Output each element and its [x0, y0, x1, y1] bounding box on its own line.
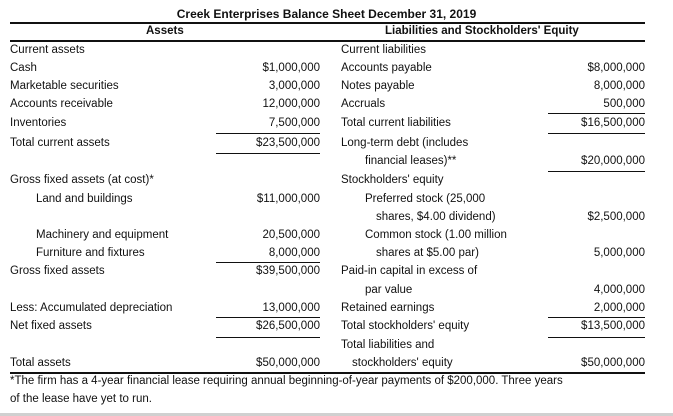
preferred-value: $2,500,000 [587, 211, 645, 223]
inventories-label: Inventories [10, 117, 67, 129]
gross-fixed-value: $39,500,000 [256, 265, 320, 277]
receivable-label: Accounts receivable [10, 98, 113, 110]
ltd-value: $20,000,000 [581, 155, 645, 167]
total-current-liabilities-value: $16,500,000 [581, 117, 645, 129]
payable-value: $8,000,000 [587, 62, 645, 74]
marketable-value: 3,000,000 [268, 80, 320, 92]
furniture-label: Furniture and fixtures [36, 247, 145, 259]
furniture-value: 8,000,000 [268, 247, 320, 259]
total-current-assets-value: $23,500,000 [256, 137, 320, 149]
total-assets-label: Total assets [10, 357, 71, 369]
total-assets-value: $50,000,000 [256, 357, 320, 369]
divider [216, 153, 320, 154]
marketable-label: Marketable securities [10, 80, 119, 92]
cash-value: $1,000,000 [262, 62, 320, 74]
land-value: $11,000,000 [256, 193, 320, 205]
paid-in-value: 4,000,000 [593, 284, 645, 296]
footnote-line1: *The firm has a 4-year financial lease requiring annual beginning-of-year payments of $200,000. Three years [10, 375, 563, 387]
divider [216, 337, 320, 338]
page-title: Creek Enterprises Balance Sheet December 31, 2019 [176, 7, 477, 21]
divider [548, 133, 645, 134]
accruals-label: Accruals [341, 98, 386, 110]
footnote-line2: of the lease have yet to run. [10, 393, 152, 405]
total-current-liabilities-label: Total current liabilities [341, 117, 451, 129]
assets-header: Assets [146, 25, 184, 37]
total-liabilities-label-line2: stockholders' equity [352, 357, 453, 369]
ltd-label-line1: Long-term debt (includes [341, 137, 469, 149]
divider [10, 40, 645, 42]
depreciation-value: 13,000,000 [262, 302, 320, 314]
preferred-label-line2: shares, $4.00 dividend) [376, 211, 496, 223]
cash-label: Cash [10, 62, 37, 74]
divider [548, 337, 645, 338]
land-label: Land and buildings [36, 193, 133, 205]
liabilities-header: Liabilities and Stockholders' Equity [385, 25, 579, 37]
divider [548, 113, 645, 114]
retained-label: Retained earnings [341, 302, 435, 314]
total-equity-label: Total stockholders' equity [341, 320, 470, 332]
gross-fixed-label: Gross fixed assets [10, 265, 105, 277]
retained-value: 2,000,000 [593, 302, 645, 314]
total-equity-value: $13,500,000 [581, 320, 645, 332]
gross-fixed-heading: Gross fixed assets (at cost)* [10, 174, 154, 186]
common-value: 5,000,000 [593, 247, 645, 259]
inventories-value: 7,500,000 [268, 117, 320, 129]
ltd-label-line2: financial leases)** [365, 155, 457, 167]
receivable-value: 12,000,000 [262, 98, 320, 110]
current-liabilities-heading: Current liabilities [341, 44, 427, 56]
machinery-value: 20,500,000 [262, 229, 320, 241]
paid-in-label-line2: par value [365, 284, 413, 296]
machinery-label: Machinery and equipment [36, 229, 169, 241]
divider [548, 171, 645, 172]
current-assets-heading: Current assets [10, 44, 85, 56]
accruals-value: 500,000 [603, 98, 645, 110]
common-label-line1: Common stock (1.00 million [365, 229, 507, 241]
divider [216, 262, 320, 263]
total-liabilities-value: $50,000,000 [581, 357, 645, 369]
payable-label: Accounts payable [341, 62, 432, 74]
divider [548, 317, 645, 318]
divider [216, 133, 320, 134]
divider [216, 317, 320, 318]
total-current-assets-label: Total current assets [10, 137, 110, 149]
preferred-label-line1: Preferred stock (25,000 [365, 193, 486, 205]
notes-value: 8,000,000 [593, 80, 645, 92]
notes-label: Notes payable [341, 80, 415, 92]
paid-in-label-line1: Paid-in capital in excess of [341, 265, 478, 277]
net-fixed-value: $26,500,000 [256, 320, 320, 332]
net-fixed-label: Net fixed assets [10, 320, 92, 332]
common-label-line2: shares at $5.00 par) [376, 247, 479, 259]
equity-heading: Stockholders' equity [341, 174, 444, 186]
total-liabilities-label-line1: Total liabilities and [341, 339, 435, 351]
depreciation-label: Less: Accumulated depreciation [10, 302, 173, 314]
